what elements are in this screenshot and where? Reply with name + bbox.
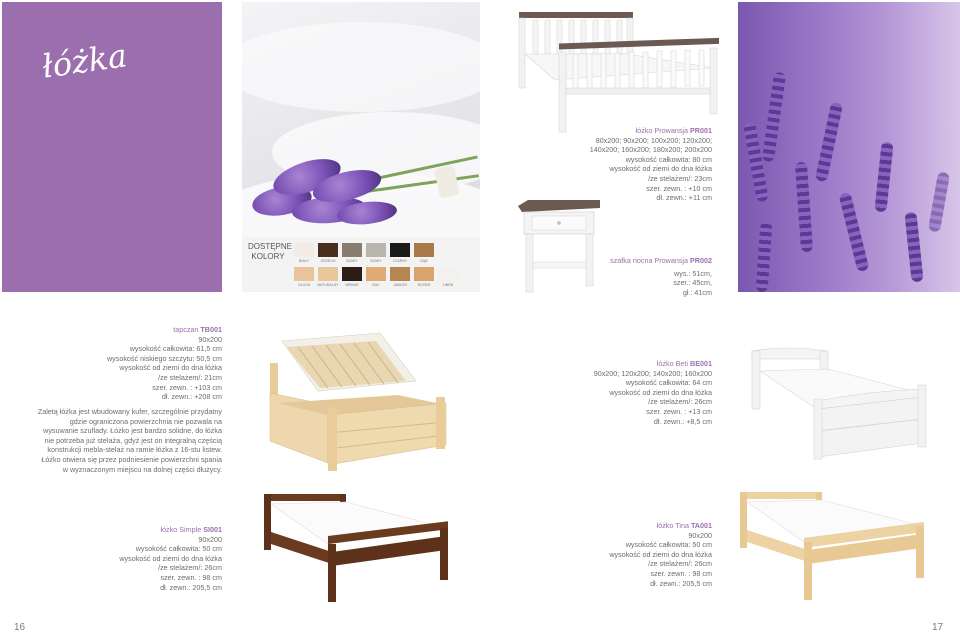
color-swatch-label: ORZECH <box>320 259 336 263</box>
color-swatch-label: DĄB <box>420 259 428 263</box>
colors-heading: DOSTĘPNE KOLORY <box>248 242 293 261</box>
tapczan-description: Zaletą łóżka jest wbudowany kufer, szczególnie przydatny gdzie ograniczona powierzchnia nie pozwala na wysuwanie szuflady. Łóżko jest bardzo solidne, do łóżka nie potrzeba już stelaża, gdyż jest on integralną częścią konstrukcji mebla-stelaż na ramie łóżka z 16-stu listew. Łóżko otwiera się przez podniesienie powierzchni spania w wyznaczonym miejscu na dolnej części dłużycy. <box>37 407 222 474</box>
color-swatch <box>390 243 410 257</box>
tina-specs: łóżko Tina TA001 90x200 wysokość całkowita: 50 cm wysokość od ziemi do dna łóżka /ze stelażem/: 26cm szer. zewn. : 98 cm dł. zewn.: 205,5 cm <box>512 521 712 588</box>
beti-bed-image <box>748 345 933 460</box>
title-block <box>2 2 222 292</box>
color-swatch <box>366 267 386 281</box>
color-swatch <box>414 243 434 257</box>
simple-specs: łóżko Simple SI001 90x200 wysokość całkowita: 50 cm wysokość od ziemi do dna łóżka /ze stelażem/: 26cm szer. zewn. : 98 cm dł. zewn.: 205,5 cm <box>22 525 222 592</box>
product-name: łóżko Beti BE001 <box>656 359 712 368</box>
color-swatch <box>366 243 386 257</box>
tina-bed-image <box>738 490 928 602</box>
color-swatch-label: CZARNY <box>392 259 408 263</box>
color-swatch <box>438 267 458 281</box>
color-swatch-label: ROGER <box>417 283 431 287</box>
color-swatch-label: LINEN <box>442 283 454 287</box>
tapczan-specs: tapczan TB001 90x200 wysokość całkowita: 61,5 cm wysokość niskiego szczytu: 50,5 cm wysokość od ziemi do dna łóżka /ze stelażem/: 21cm szer. zewn. : +103 cm dł. zewn.: +208 cm <box>22 325 222 402</box>
product-name: szafka nocna Prowansja PR002 <box>610 256 712 265</box>
product-name: łóżko Prowansja PR001 <box>635 126 712 135</box>
color-swatch-label: SZARY <box>370 259 382 263</box>
product-name: łóżko Simple SI001 <box>160 525 222 534</box>
prowansja-bed-image <box>515 10 725 135</box>
prowansja-nightstand-specs: szafka nocna Prowansja PR002 wys.: 51cm, szer.: 45cm, gł.: 41cm <box>552 256 712 297</box>
page-number-right: 17 <box>932 622 944 633</box>
color-swatch-label: BIAŁY <box>299 259 309 263</box>
color-swatch-label: WENGE <box>345 283 359 287</box>
color-swatch-label: NATURALNY <box>317 283 339 287</box>
page-title: łóżka <box>39 36 130 86</box>
page-number-left: 16 <box>14 622 26 633</box>
color-swatch-label: BUK <box>372 283 380 287</box>
color-swatch <box>342 243 362 257</box>
towel-lavender-photo <box>242 2 480 237</box>
beti-specs: łóżko Beti BE001 90x200; 120x200; 140x200; 160x200 wysokość całkowita: 64 cm wysokość od ziemi do dna łóżka /ze stelażem/: 26cm szer. zewn. : +13 cm dł. zewn.: +8,5 cm <box>512 359 712 426</box>
lavender-field-photo <box>738 2 960 292</box>
color-swatch-label: OLCHA <box>297 283 311 287</box>
tapczan-bed-image <box>268 333 453 473</box>
simple-bed-image <box>262 492 452 604</box>
color-swatch <box>294 267 314 281</box>
color-swatch <box>342 267 362 281</box>
color-swatch <box>318 267 338 281</box>
color-swatch-label: SZARY <box>346 259 358 263</box>
product-name: łóżko Tina TA001 <box>656 521 712 530</box>
color-swatch <box>318 243 338 257</box>
color-swatch <box>294 243 314 257</box>
color-swatch <box>414 267 434 281</box>
available-colors-panel <box>242 237 480 292</box>
color-swatch <box>390 267 410 281</box>
product-name: tapczan TB001 <box>173 325 222 334</box>
prowansja-bed-specs: łóżko Prowansja PR001 80x200; 90x200; 100x200; 120x200; 140x200; 160x200; 180x200; 200x200 wysokość całkowita: 80 cm wysokość od ziemi do dna łóżka /ze stelażem/: 23cm szer. zewn. : +10 cm dł. zewn.: +11 cm <box>512 126 712 203</box>
color-swatch-label: JABŁOŃ <box>393 283 407 287</box>
